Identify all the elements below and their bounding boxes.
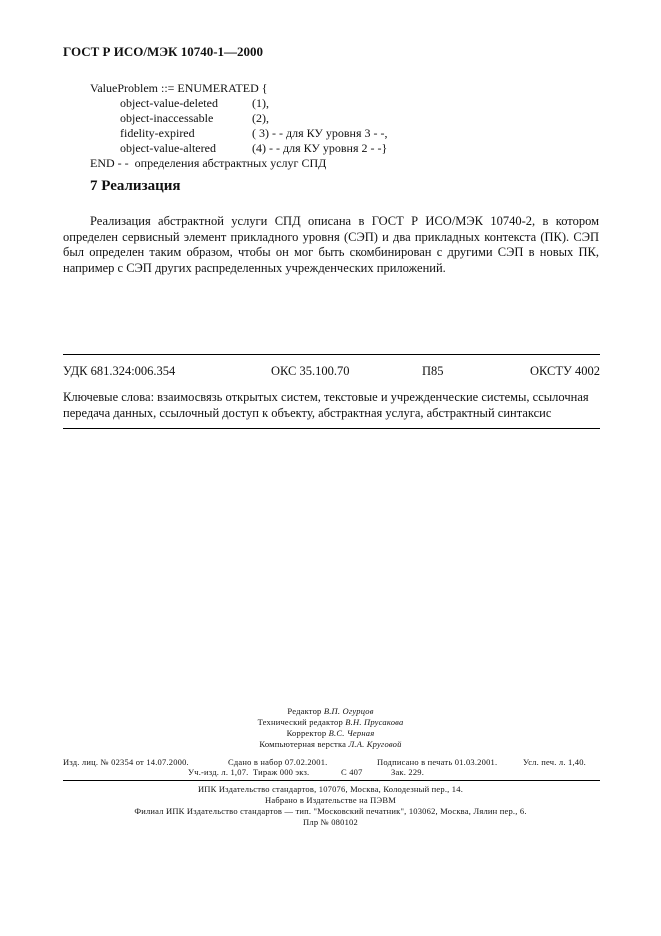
editor-name: В.П. Огурцов xyxy=(323,706,374,716)
publisher-line-2: Набрано в Издательстве на ПЭВМ xyxy=(265,795,396,805)
imprint-divider xyxy=(63,780,600,781)
section-title: 7 Реализация xyxy=(90,178,181,194)
publisher-line-3: Филиал ИПК Издательство стандартов — тип. "Московский печатник", 103062, Москва, Лялин пер., 6. xyxy=(134,806,527,816)
bottom-divider xyxy=(63,428,600,429)
sent-info: Сдано в набор 07.02.2001. xyxy=(228,757,328,767)
code-item-value: ( 3) - - для КУ уровня 3 - -, xyxy=(252,126,388,140)
corrector-label: Корректор xyxy=(286,728,327,738)
tech-editor-name: В.Н. Прусакова xyxy=(345,717,404,727)
editor-label: Редактор xyxy=(287,706,322,716)
c-info: С 407 xyxy=(341,767,363,777)
code-item-name: object-value-altered xyxy=(120,141,216,155)
page-header: ГОСТ Р ИСО/МЭК 10740-1—2000 xyxy=(63,44,264,59)
corrector-name: В.С. Черная xyxy=(328,728,375,738)
code-line-enum: ValueProblem ::= ENUMERATED { xyxy=(90,81,268,95)
plr-line: Плр № 080102 xyxy=(303,817,358,827)
code-item-value: (1), xyxy=(252,96,269,110)
editor-line xyxy=(0,706,661,716)
code-line-end: END - - определения абстрактных услуг СПД xyxy=(90,156,327,170)
okstu-code: ОКСТУ 4002 xyxy=(530,364,601,378)
print-sheets-info: Усл. печ. л. 1,40. xyxy=(523,757,586,767)
tech-editor-line xyxy=(0,717,661,727)
run-info: Тираж 000 экз. xyxy=(253,767,310,777)
corrector-line xyxy=(0,728,661,738)
layout-line xyxy=(0,739,661,749)
code-item-name: object-inaccessable xyxy=(120,111,214,125)
signed-info: Подписано в печать 01.03.2001. xyxy=(377,757,498,767)
oks-code: ОКС 35.100.70 xyxy=(271,364,350,378)
code-item-name: object-value-deleted xyxy=(120,96,218,110)
order-info: Зак. 229. xyxy=(391,767,425,777)
code-item-value: (4) - - для КУ уровня 2 - -} xyxy=(252,141,388,155)
code-item-name: fidelity-expired xyxy=(120,126,195,140)
layout-label: Компьютерная верстка xyxy=(259,739,347,749)
p-code: П85 xyxy=(422,364,444,378)
publisher-line-1: ИПК Издательство стандартов, 107076, Москва, Колодезный пер., 14. xyxy=(197,784,464,794)
layout-name: Л.А. Круговой xyxy=(348,739,402,749)
keywords: Ключевые слова: взаимосвязь открытых систем, текстовые и учрежденческие системы, ссылочная передача данных, ссылочный доступ к объекту, абстрактная услуга, абстрактный синтаксис xyxy=(63,390,589,420)
section-paragraph: Реализация абстрактной услуги СПД описана в ГОСТ Р ИСО/МЭК 10740-2, в котором определен сервисный элемент прикладного уровня (СЭП) и два прикладных контекста (ПК). СЭП был определен таким образом, чтобы он мог быть скомбинирован с другими СЭП в новых ПК, например с СЭП других распределенных учрежденческих приложений. xyxy=(63,214,599,275)
code-item-value: (2), xyxy=(252,111,269,125)
tech-editor-label: Технический редактор xyxy=(257,717,343,727)
pub-sheets-info: Уч.-изд. л. 1,07. xyxy=(188,767,249,777)
udk-code: УДК 681.324:006.354 xyxy=(63,364,176,378)
license-info: Изд. лиц. № 02354 от 14.07.2000. xyxy=(63,757,189,767)
top-divider xyxy=(63,354,600,355)
